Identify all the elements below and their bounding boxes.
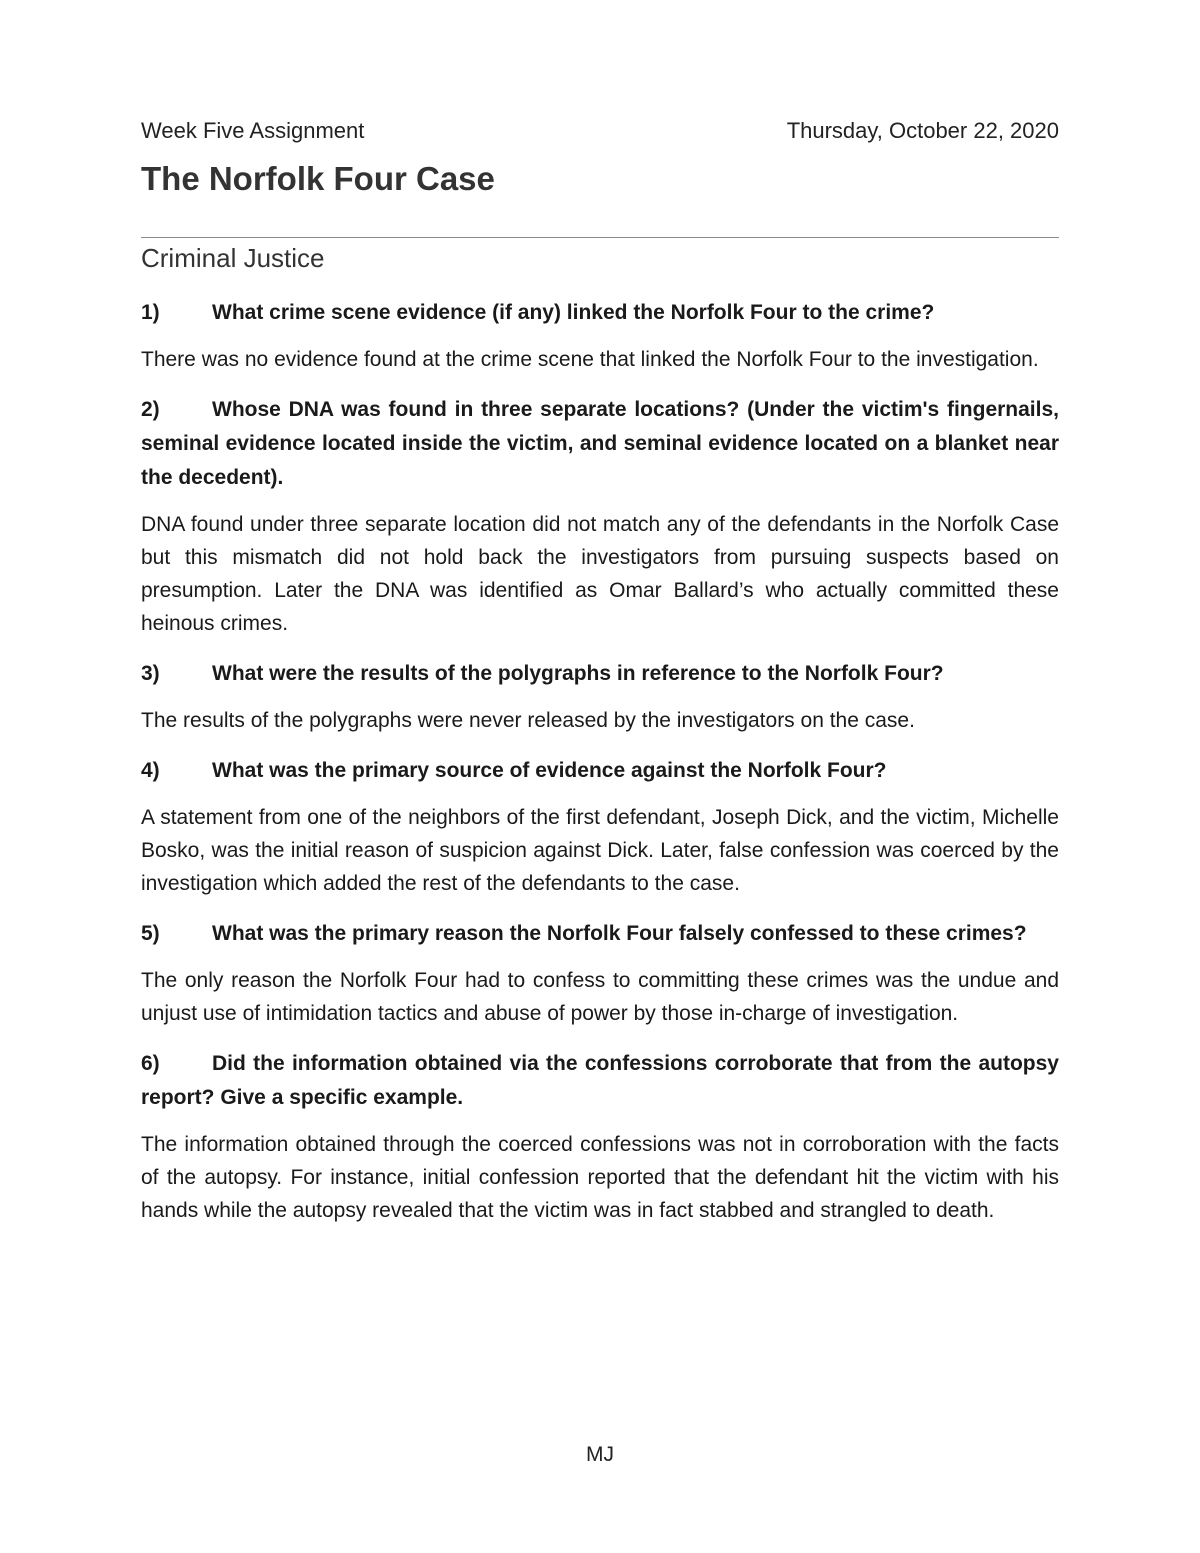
question-number: 5) — [141, 922, 160, 945]
question-text: What were the results of the polygraphs in reference to the Norfolk Four? — [212, 662, 944, 685]
question-number: 1) — [141, 301, 160, 324]
question-text: Did the information obtained via the confessions corroborate that from the autopsy report? Give a specific example. — [141, 1052, 1059, 1109]
question-text: What was the primary reason the Norfolk Four falsely confessed to these crimes? — [212, 922, 1027, 945]
answer-1: There was no evidence found at the crime scene that linked the Norfolk Four to the investigation. — [141, 348, 1039, 371]
answer-5: The only reason the Norfolk Four had to confess to committing these crimes was the undue and unjust use of intimidation tactics and abuse of power by those in-charge of investigation. — [141, 969, 1059, 1025]
answer-2: DNA found under three separate location did not match any of the defendants in the Norfolk Case but this mismatch did not hold back the investigators from pursuing suspects based on presumption. Later the DNA was identified as Omar Ballard’s who actually committed these heinous crimes. — [141, 513, 1059, 635]
document-page — [141, 0, 1059, 1553]
question-5 — [141, 917, 1059, 951]
question-2 — [141, 393, 1059, 495]
answer-6: The information obtained through the coerced confessions was not in corroboration with the facts of the autopsy. For instance, initial confession reported that the defendant hit the victim with his hands while the autopsy revealed that the victim was in fact stabbed and strangled to death. — [141, 1133, 1059, 1222]
subject-heading: Criminal Justice — [141, 243, 325, 273]
question-number: 6) — [141, 1052, 160, 1075]
question-number: 4) — [141, 759, 160, 782]
header-row — [141, 118, 1059, 144]
document-title: The Norfolk Four Case — [141, 160, 495, 197]
question-text: Whose DNA was found in three separate locations? (Under the victim's fingernails, seminal evidence located inside the victim, and seminal evidence located on a blanket near the decedent). — [141, 398, 1059, 489]
question-text: What crime scene evidence (if any) linked the Norfolk Four to the crime? — [212, 301, 935, 324]
document-date: Thursday, October 22, 2020 — [786, 118, 1059, 143]
assignment-label: Week Five Assignment — [141, 118, 365, 143]
question-text: What was the primary source of evidence against the Norfolk Four? — [212, 759, 887, 782]
question-4 — [141, 754, 1059, 788]
question-6 — [141, 1047, 1059, 1115]
answer-4: A statement from one of the neighbors of the first defendant, Joseph Dick, and the victim, Michelle Bosko, was the initial reason of suspicion against Dick. Later, false confession was coerced by the investigation which added the rest of the defendants to the case. — [141, 806, 1059, 895]
title-divider — [141, 237, 1059, 238]
footer-initials: MJ — [586, 1443, 614, 1466]
question-3 — [141, 657, 1059, 691]
answer-3: The results of the polygraphs were never released by the investigators on the case. — [141, 709, 915, 732]
question-answer-list — [141, 296, 1059, 1244]
question-1 — [141, 296, 1059, 330]
question-number: 2) — [141, 398, 160, 421]
question-number: 3) — [141, 662, 160, 685]
